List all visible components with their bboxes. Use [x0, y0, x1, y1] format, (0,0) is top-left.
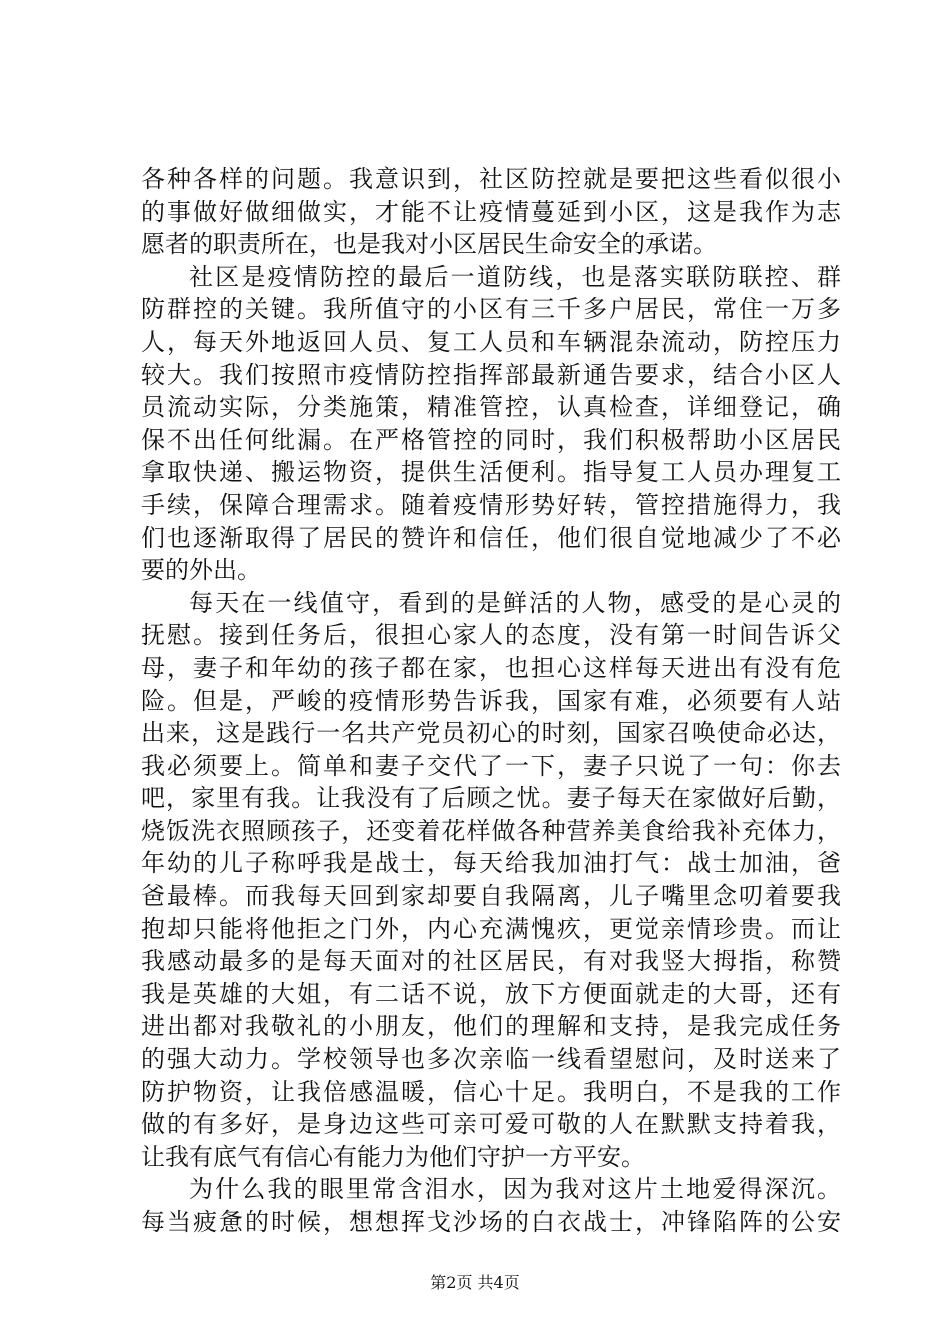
- text-line: 较大。我们按照市疫情防控指挥部最新通告要求，结合小区人: [141, 360, 841, 389]
- text-line: 吧，家里有我。让我没有了后顾之忧。妻子每天在家做好后勤，: [141, 784, 841, 813]
- text-line: 爸最棒。而我每天回到家却要自我隔离，儿子嘴里念叨着要我: [141, 882, 841, 911]
- text-line: 的强大动力。学校领导也多次亲临一线看望慰问，及时送来了: [141, 1045, 841, 1074]
- text-line: 烧饭洗衣照顾孩子，还变着花样做各种营养美食给我补充体力，: [141, 816, 841, 845]
- text-line: 做的有多好，是身边这些可亲可爱可敬的人在默默支持着我，: [141, 1110, 841, 1139]
- text-line: 我感动最多的是每天面对的社区居民，有对我竖大拇指，称赞: [141, 947, 841, 976]
- text-line: 每当疲惫的时候，想想挥戈沙场的白衣战士，冲锋陷阵的公安: [141, 1208, 841, 1236]
- text-line: 险。但是，严峻的疫情形势告诉我，国家有难，必须要有人站: [141, 686, 841, 715]
- page-footer: 第2页 共4页: [430, 1273, 520, 1292]
- text-line: 防护物资，让我倍感温暖，信心十足。我明白，不是我的工作: [141, 1077, 841, 1106]
- text-line: 的事做好做细做实，才能不让疫情蔓延到小区，这是我作为志: [141, 197, 841, 226]
- text-line: 手续，保障合理需求。随着疫情形势好转，管控措施得力，我: [141, 490, 841, 519]
- text-line: 我是英雄的大姐，有二话不说，放下方便面就走的大哥，还有: [141, 979, 841, 1008]
- text-line: 母，妻子和年幼的孩子都在家，也担心这样每天进出有没有危: [141, 653, 841, 682]
- text-line: 社区是疫情防控的最后一道防线，也是落实联防联控、群: [189, 262, 841, 291]
- text-line: 每天在一线值守，看到的是鲜活的人物，感受的是心灵的: [189, 588, 841, 617]
- text-line: 保不出任何纰漏。在严格管控的同时，我们积极帮助小区居民: [141, 425, 841, 454]
- text-line: 进出都对我敬礼的小朋友，他们的理解和支持，是我完成任务: [141, 1012, 841, 1041]
- text-line: 拿取快递、搬运物资，提供生活便利。指导复工人员办理复工: [141, 458, 841, 487]
- text-line: 出来，这是践行一名共产党员初心的时刻，国家召唤使命必达，: [141, 719, 841, 748]
- text-line: 各种各样的问题。我意识到，社区防控就是要把这些看似很小: [141, 165, 841, 193]
- text-line: 我必须要上。简单和妻子交代了一下，妻子只说了一句：你去: [141, 751, 841, 780]
- text-line: 们也逐渐取得了居民的赞许和信任，他们很自觉地减少了不必: [141, 523, 841, 552]
- text-line: 抚慰。接到任务后，很担心家人的态度，没有第一时间告诉父: [141, 621, 841, 650]
- text-line: 抱却只能将他拒之门外，内心充满愧疚，更觉亲情珍贵。而让: [141, 914, 841, 943]
- text-line: 人，每天外地返回人员、复工人员和车辆混杂流动，防控压力: [141, 327, 841, 356]
- text-line: 让我有底气有信心有能力为他们守护一方平安。: [141, 1142, 645, 1171]
- text-line: 要的外出。: [141, 556, 261, 585]
- text-line: 为什么我的眼里常含泪水，因为我对这片土地爱得深沉。: [189, 1175, 841, 1204]
- text-line: 愿者的职责所在，也是我对小区居民生命安全的承诺。: [141, 230, 717, 259]
- text-line: 防群控的关键。我所值守的小区有三千多户居民，常住一万多: [141, 295, 841, 324]
- body-text: [141, 163, 841, 1239]
- text-line: 年幼的儿子称呼我是战士，每天给我加油打气：战士加油，爸: [141, 849, 841, 878]
- text-line: 员流动实际，分类施策，精准管控，认真检查，详细登记，确: [141, 393, 841, 422]
